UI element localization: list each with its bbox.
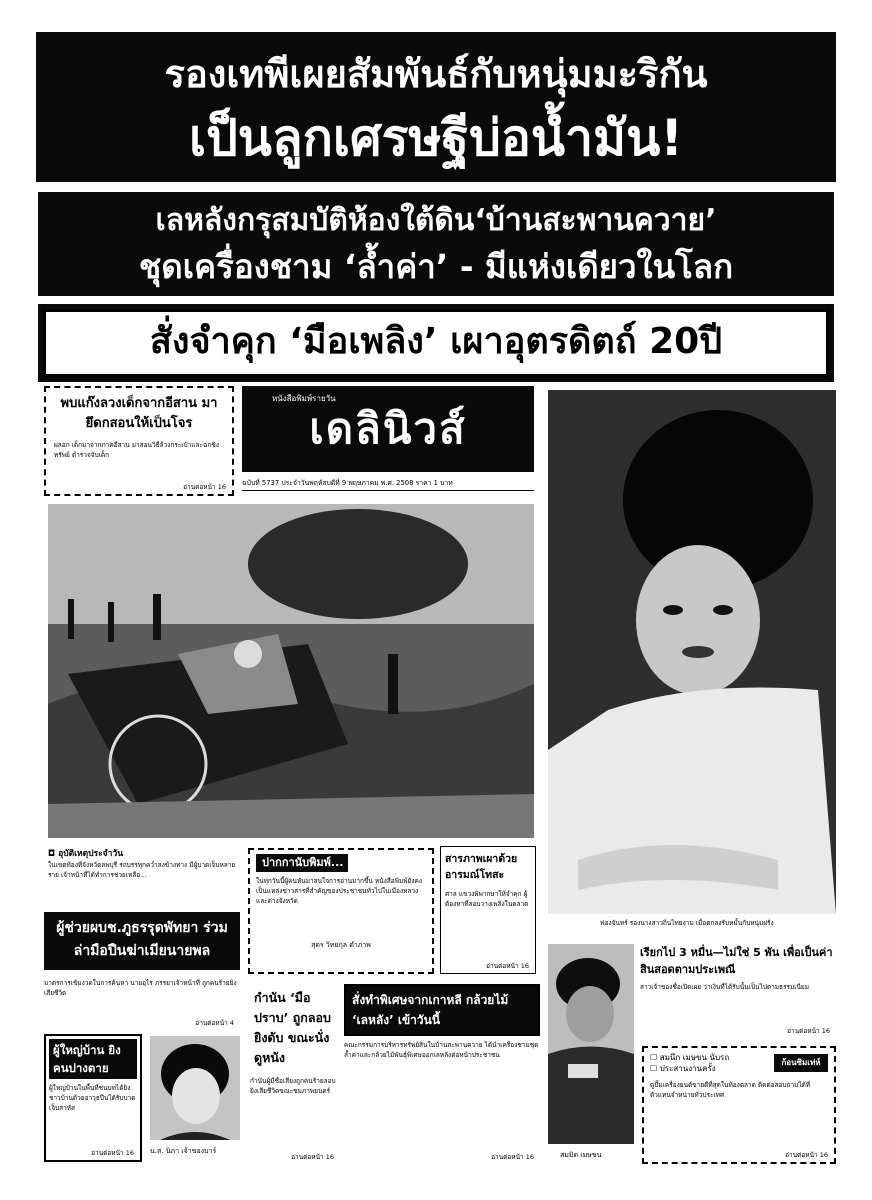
story-wife-body <box>44 978 240 1030</box>
headline-banner-3 <box>38 304 834 382</box>
ad-continue: อ่านต่อหน้า 16 <box>785 1151 828 1159</box>
ad-item-1-text: สมนึก เมษขน นับรถ <box>659 1053 730 1062</box>
ad-body: ดูปั๊มเครื่องยนต์ขายดีที่สุดในท้องตลาด ติดต่อสอบถามได้ที่ตัวแทนจำหน่ายทั่วประเทศ <box>650 1081 811 1099</box>
portrait-image <box>548 390 836 914</box>
story-confession-body: ศาล แขวงพิพากษาให้จำคุก ผู้ต้องหาที่ลอบวางเพลิงในตลาด <box>445 890 529 908</box>
accident-photo-image <box>48 504 534 838</box>
ad-item-2-text: ประสานงานครั้ง <box>659 1064 716 1073</box>
masthead <box>242 386 534 498</box>
man-caption: สมมิต เมษขน <box>560 1151 602 1159</box>
story-wife-headline-box <box>44 912 240 970</box>
story-gunman-body: กำนันผู้มีชื่อเสียงถูกคนร้ายลอบยิงเสียชีวิตขณะชมภาพยนตร์ <box>250 1077 336 1095</box>
accident-caption-title-text: อุบัติเหตุประจำวัน <box>58 849 124 859</box>
story-korea <box>344 984 540 1164</box>
story-money-continue: อ่านต่อหน้า 16 <box>787 1027 830 1035</box>
checkbox-icon: ☐ <box>650 1053 660 1062</box>
masthead-issue-info: ฉบับที่ 5737 ประจำวันพฤหัสบดีที่ 9 พฤษภาคม พ.ศ. 2508 ราคา 1 บาท <box>242 476 534 491</box>
headline-banner-1 <box>36 32 836 182</box>
ad-logo: ก้อนซิมเท่ห์ <box>774 1054 828 1072</box>
man-image <box>548 944 634 1144</box>
story-confession-continue: อ่านต่อหน้า 16 <box>486 962 529 970</box>
story-money-body: สาวเจ้าของชื่อเปิดเผย ว่าเงินที่ได้รับนั้นเป็นไปตามธรรมเนียม <box>640 983 810 991</box>
story-village-body: ผู้ใหญ่บ้านในพื้นที่ชนบทได้ยิงชาวบ้านด้วยอาวุธปืนได้รับบาดเจ็บสาหัส <box>49 1084 136 1112</box>
story-thief-headline: พบแก๊งลวงเด็กจากอีสาน มายึดกสอนให้เป็นโจร <box>60 396 218 431</box>
headline-line-4: ชุดเครื่องชาม ‘ล้ำค่า’ - มีแห่งเดียวในโลก <box>138 247 734 286</box>
checkbox-icon: ☐ <box>650 1064 660 1073</box>
masthead-tagline: หนังสือพิมพ์รายวัน <box>272 394 336 403</box>
story-thief-continue: อ่านต่อหน้า 16 <box>183 483 226 491</box>
story-wife-text: มาตรการเข้มงวดในการค้นหา นายอุไร ภรรยาเจ้าหน้าที่ ถูกคนร้ายยิงเสียชีวิต <box>44 979 237 997</box>
woman-caption: น.ส. นิภา เจ้าของบาร์ <box>150 1147 217 1155</box>
story-confession-headline: สารภาพเผาด้วยอารมณ์โทสะ <box>445 853 518 881</box>
story-wife-continue: อ่านต่อหน้า 4 <box>195 1019 234 1027</box>
portrait-photo <box>548 390 836 914</box>
story-village <box>44 1034 142 1162</box>
headline-line-2: เป็นลูกเศรษฐีบ่อน้ำมัน! <box>188 109 684 167</box>
headline-banner-2 <box>38 192 834 296</box>
story-wife-headline: ผู้ช่วยผบช.ภูธรรุดพัทยา ร่วมล่ามือปืนฆ่าเมียนายพล <box>56 920 228 959</box>
story-village-continue: อ่านต่อหน้า 16 <box>91 1149 134 1157</box>
portrait-caption: ฟองจันทร์ รองนางสาวถิ่นไทยงาม เมื่อตกลงรับหมั้นกับหนุ่มฝรั่ง <box>600 919 774 927</box>
story-thief-body: ผลอก เด็กมาจากภาคอีสาน มาสอนวิธีล้วงกระเป๋าและฉกชิงทรัพย์ ตำรวจจับเด็ก <box>54 441 219 459</box>
story-gunman-headline: กำนัน ‘มือปราบ’ ถูกลอบยิงดับ ขณะนั่งดูหนัง <box>250 984 340 1072</box>
story-korea-continue: อ่านต่อหน้า 16 <box>491 1153 534 1161</box>
story-thief-gang <box>44 386 234 496</box>
story-korea-headline: สั่งทำพิเศษจากเกาหลี กล้วยไม้ ‘เลหลัง’ เข้าวันนี้ <box>344 984 540 1036</box>
woman-image <box>150 1036 240 1140</box>
accident-photo <box>48 504 534 838</box>
story-leaflet-author: สุดร วิทยกุล ตำภาพ <box>311 941 371 949</box>
square-bullet-icon: ◘ <box>48 849 59 859</box>
story-korea-body: คณะกรรมการบริหารทรัพย์สินในบ้านสะพานควาย ได้นำเครื่องชามชุดล้ำค่าและกล้วยไม้พันธุ์พิเศษออกเลหลังต่อหน้าประชาชน <box>344 1041 539 1059</box>
woman-photo <box>150 1036 240 1140</box>
story-gunman <box>250 984 340 1164</box>
story-leaflet <box>248 848 434 974</box>
masthead-title: เดลินิวส์ <box>309 404 467 453</box>
accident-caption-body: ในเขตท้องที่จังหวัดลพบุรี รถบรรทุกคว่ำลงข้างทาง มีผู้บาดเจ็บหลายราย เจ้าหน้าที่ได้ทำการช่วยเหลือ... <box>48 861 236 879</box>
story-confession <box>440 846 536 974</box>
headline-line-3: เลหลังกรุสมบัติห้องใต้ดิน‘บ้านสะพานควาย’ <box>155 203 717 238</box>
masthead-nameplate <box>242 386 534 472</box>
man-photo <box>548 944 634 1144</box>
ad-box <box>642 1046 836 1164</box>
story-money-headline: เรียกไป 3 หมื่น—ไม่ใช่ 5 พัน เพื่อเป็นค่าสินสอดตามประเพณี <box>640 946 833 976</box>
headline-line-1: รองเทพีเผยสัมพันธ์กับหนุ่มมะริกัน <box>164 52 708 96</box>
story-village-headline: ผู้ใหญ่บ้าน ยิงคนปางตาย <box>49 1039 137 1079</box>
story-gunman-continue: อ่านต่อหน้า 16 <box>291 1153 334 1161</box>
story-leaflet-headline: ปากกานับพิมพ์... <box>256 854 348 872</box>
story-leaflet-body: ในทุกวันนี้ผู้คนหันมาสนใจการอ่านมากขึ้น หนังสือพิมพ์ยังคงเป็นแหล่งข่าวสารที่สำคัญของประชาชนทั่วไปในเมืองหลวงและต่างจังหวัด <box>256 877 423 905</box>
headline-banner-3-inner: สั่งจำคุก ‘มือเพลิง’ เผาอุตรดิตถ์ 20ปี <box>43 309 829 377</box>
story-money <box>640 944 836 1038</box>
